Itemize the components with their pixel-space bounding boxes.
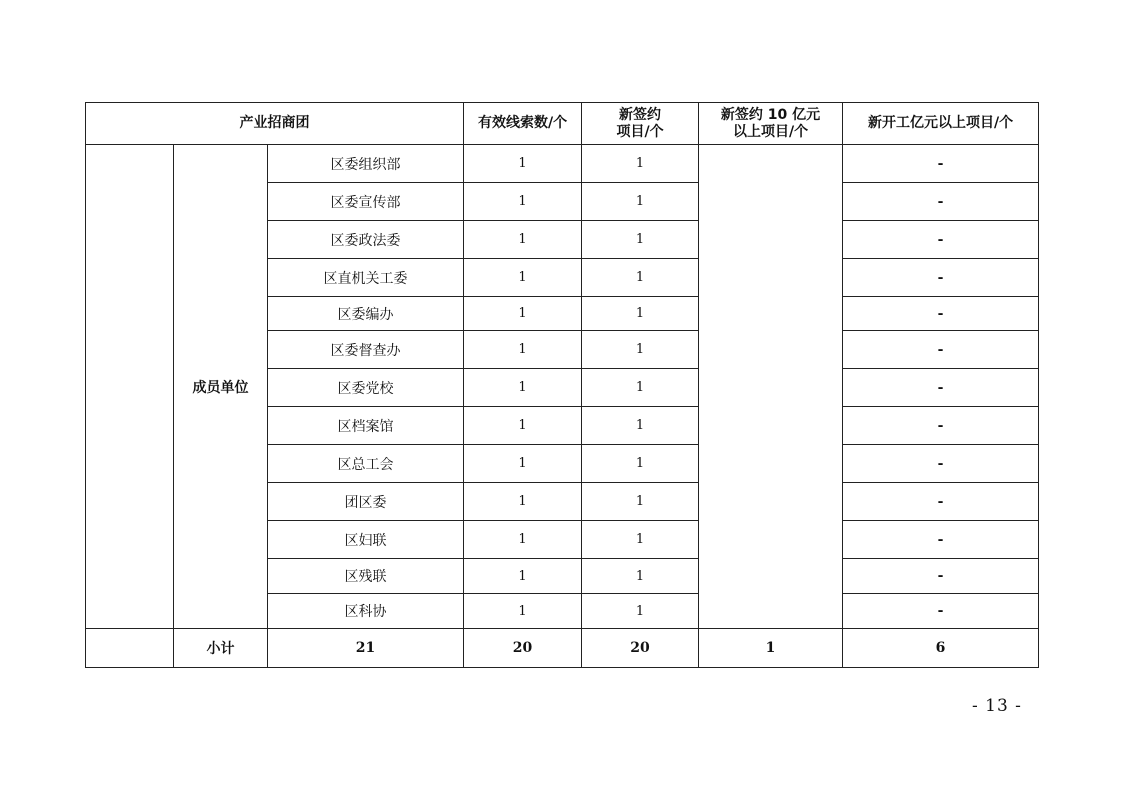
started-value: - [843, 297, 1039, 331]
leads-value: 1 [464, 483, 582, 521]
leads-value: 1 [464, 331, 582, 369]
started-value: - [843, 331, 1039, 369]
unit-name: 区委宣传部 [268, 183, 464, 221]
group-label: 成员单位 [174, 145, 268, 629]
total-started: 6 [843, 629, 1039, 668]
leads-value: 1 [464, 297, 582, 331]
leads-value: 1 [464, 259, 582, 297]
leads-value: 1 [464, 594, 582, 629]
signed-value: 1 [582, 259, 699, 297]
signed-value: 1 [582, 183, 699, 221]
total-label: 小计 [174, 629, 268, 668]
started-value: - [843, 259, 1039, 297]
summary-table [85, 102, 1039, 668]
leads-value: 1 [464, 183, 582, 221]
signed-value: 1 [582, 221, 699, 259]
unit-name: 区档案馆 [268, 407, 464, 445]
header-leads: 有效线索数/个 [464, 103, 582, 145]
signed-value: 1 [582, 407, 699, 445]
unit-name: 区委督查办 [268, 331, 464, 369]
total-signed-10yi: 1 [699, 629, 843, 668]
unit-name: 团区委 [268, 483, 464, 521]
table-row [86, 145, 1039, 183]
started-value: - [843, 594, 1039, 629]
unit-name: 区委编办 [268, 297, 464, 331]
total-empty-cell [86, 629, 174, 668]
leads-value: 1 [464, 407, 582, 445]
header-new-started: 新开工亿元以上项目/个 [843, 103, 1039, 145]
started-value: - [843, 183, 1039, 221]
unit-name: 区残联 [268, 559, 464, 594]
started-value: - [843, 221, 1039, 259]
signed-value: 1 [582, 521, 699, 559]
started-value: - [843, 521, 1039, 559]
header-new-signed-10yi: 新签约 10 亿元 以上项目/个 [699, 103, 843, 145]
started-value: - [843, 407, 1039, 445]
signed-value: 1 [582, 369, 699, 407]
total-leads: 20 [464, 629, 582, 668]
outer-empty-cell [86, 145, 174, 629]
started-value: - [843, 559, 1039, 594]
total-row [86, 629, 1039, 668]
started-value: - [843, 483, 1039, 521]
leads-value: 1 [464, 369, 582, 407]
unit-name: 区妇联 [268, 521, 464, 559]
unit-name: 区委政法委 [268, 221, 464, 259]
leads-value: 1 [464, 521, 582, 559]
header-group: 产业招商团 [86, 103, 464, 145]
leads-value: 1 [464, 221, 582, 259]
leads-value: 1 [464, 559, 582, 594]
total-signed: 20 [582, 629, 699, 668]
unit-name: 区直机关工委 [268, 259, 464, 297]
signed-value: 1 [582, 331, 699, 369]
signed-value: 1 [582, 297, 699, 331]
unit-name: 区委党校 [268, 369, 464, 407]
leads-value: 1 [464, 445, 582, 483]
signed-value: 1 [582, 559, 699, 594]
signed-value: 1 [582, 445, 699, 483]
started-value: - [843, 445, 1039, 483]
signed-value: 1 [582, 594, 699, 629]
unit-name: 区科协 [268, 594, 464, 629]
page-number: - 13 - [972, 696, 1022, 716]
unit-name: 区总工会 [268, 445, 464, 483]
header-row [86, 103, 1039, 145]
unit-name: 区委组织部 [268, 145, 464, 183]
started-value: - [843, 145, 1039, 183]
leads-value: 1 [464, 145, 582, 183]
started-value: - [843, 369, 1039, 407]
signed-value: 1 [582, 145, 699, 183]
total-units: 21 [268, 629, 464, 668]
signed-value: 1 [582, 483, 699, 521]
header-new-signed: 新签约 项目/个 [582, 103, 699, 145]
signed-10yi-merged-cell [699, 145, 843, 629]
